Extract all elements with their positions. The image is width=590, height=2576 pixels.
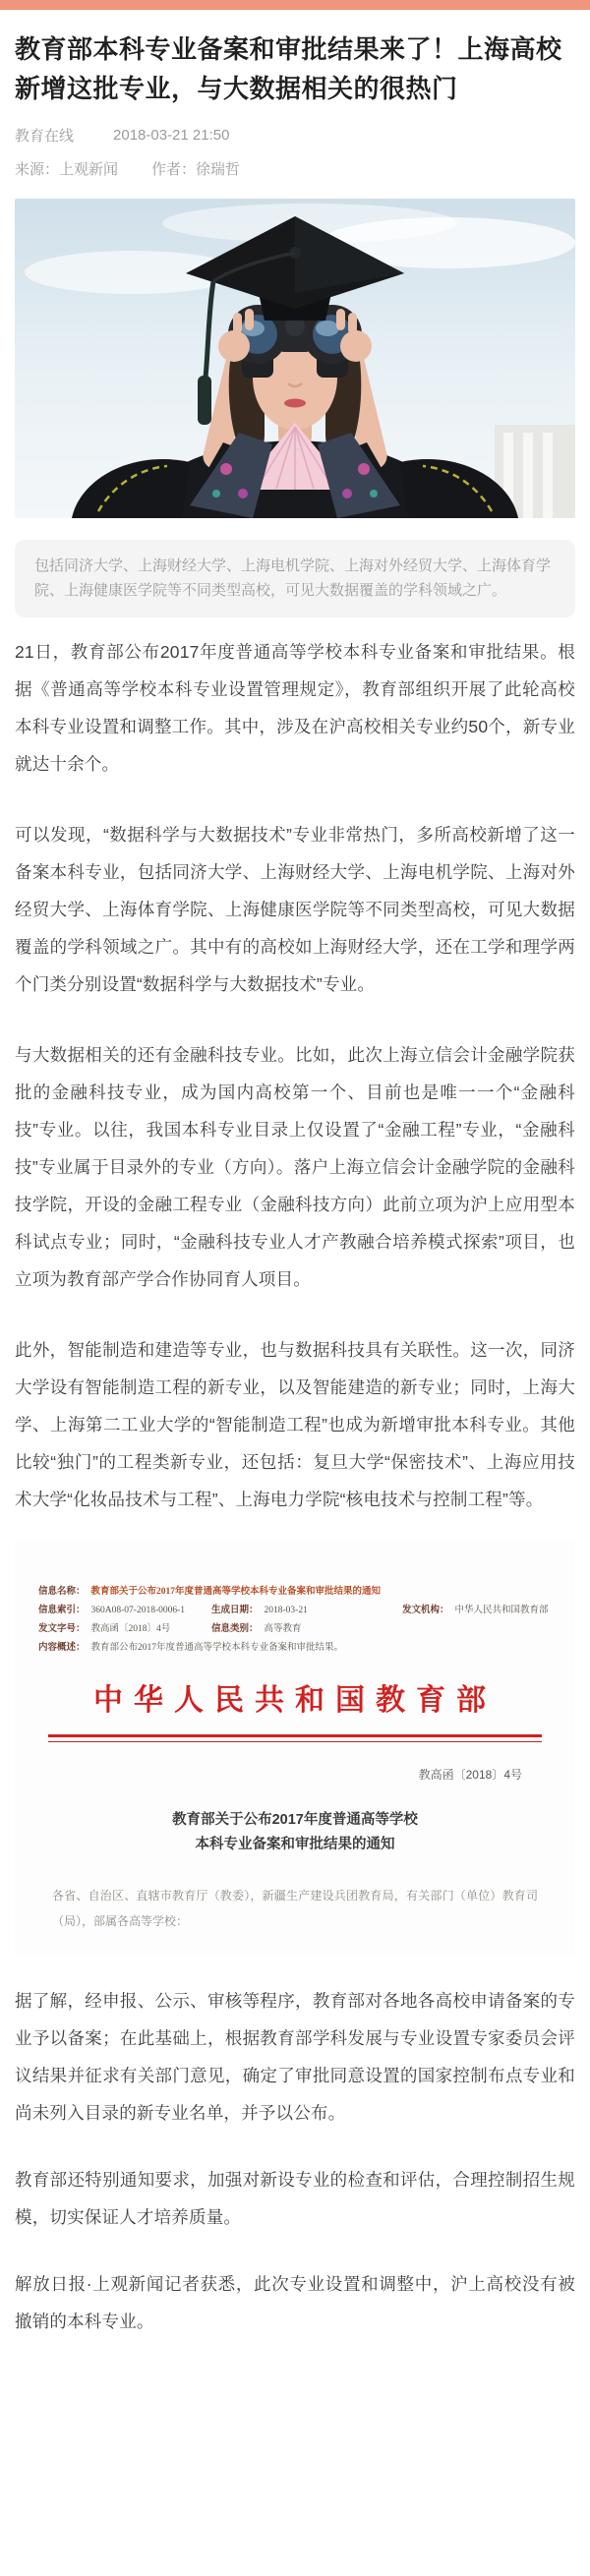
- article-paragraph: 据了解，经申报、公示、审核等程序，教育部对各地各高校申请备案的专业予以备案；在此基础上，根据教育部学科发展与专业设置专家委员会评议结果并征求有关部门意见，确定了审批同意设置的国家控制布点专业和尚未列入目录的新专业名单，并予以公布。: [15, 1991, 575, 2124]
- article-paragraph: 解放日报·上观新闻记者获悉，此次专业设置和调整中，沪上高校没有被撤销的本科专业。: [15, 2274, 575, 2332]
- notice-addressees: 各省、自治区、直辖市教育厅（教委），新疆生产建设兵团教育局，有关部门（单位）教育司（局），部属各高等学校：: [52, 1889, 538, 1929]
- article-paragraph: 与大数据相关的还有金融科技专业。比如，此次上海立信会计金融学院获批的金融科技专业，成为国内高校第一个、目前也是唯一一个“金融科技”专业。以往，我国本科专业目录上仅设置了“金融工程”专业，“金融科技”专业属于目录外的专业（方向）。落户上海立信会计金融学院的金融科技学院，开设的金融工程专业（金融科技方向）此前立项为沪上应用型本科试点专业；同时，“金融科技专业人才产教融合培养模式探索”项目，也立项为教育部产学合作协同育人项目。: [15, 1045, 575, 1290]
- article-paragraph: 此外，智能制造和建造等专业，也与数据科技具有关联性。这一次，同济大学设有智能制造工程的新专业，以及智能建造的新专业；同时，上海大学、上海第二工业大学的“智能制造工程”也成为新增审批本科专业。其他比较“独门”的工程类新专业，还包括：复旦大学“保密技术”、上海应用技术大学“化妆品技术与工程”、上海电力学院“核电技术与控制工程”等。: [15, 1340, 575, 1510]
- hero-photo: [15, 199, 575, 518]
- meta-date-label: 生成日期：: [211, 1606, 259, 1616]
- document-meta-row: [38, 1639, 552, 1658]
- meta-agency-value: 中华人民共和国教育部: [454, 1606, 549, 1616]
- document-meta-table: [38, 1583, 552, 1658]
- building-stripe: [543, 433, 553, 518]
- tassel-tuft: [198, 376, 211, 425]
- origin-label: 来源：上观新闻: [15, 160, 119, 178]
- notice-title-line1: 教育部关于公布2017年度普通高等学校: [172, 1812, 418, 1829]
- document-meta-row: [38, 1620, 552, 1639]
- hand-right: [340, 330, 372, 362]
- source-channel: 教育在线: [15, 127, 75, 145]
- author-label: 作者：徐瑞哲: [151, 160, 241, 178]
- meta-docno-label: 发文字号：: [38, 1624, 86, 1635]
- meta-category-label: 信息类别：: [211, 1624, 259, 1635]
- meta-category-value: 高等教育: [264, 1624, 302, 1635]
- fingers-left: [233, 313, 242, 334]
- document-number: 教高函〔2018〕4号: [418, 1768, 522, 1783]
- hand-left: [218, 330, 250, 362]
- notice-title-line2: 本科专业备案和审批结果的通知: [195, 1836, 395, 1852]
- publish-time: 2018-03-21 21:50: [113, 126, 230, 144]
- meta-index-value: 360A08-07-2018-0006-1: [90, 1606, 186, 1616]
- notice-title: [38, 1808, 552, 1856]
- lips: [284, 398, 306, 407]
- document-meta-row: [38, 1602, 552, 1620]
- photo-caption: 包括同济大学、上海财经大学、上海电机学院、上海对外经贸大学、上海体育学院、上海健康医学院等不同类型高校，可见大数据覆盖的学科领域之广。: [15, 540, 575, 618]
- meta-name-value: 教育部关于公布2017年度普通高等学校本科专业备案和审批结果的通知: [90, 1587, 382, 1598]
- meta-agency-label: 发文机构：: [402, 1606, 449, 1616]
- article-paragraph: 教育部还特别通知要求，加强对新设专业的检查和评估，合理控制招生规模，切实保证人才培养质量。: [15, 2170, 575, 2228]
- page-accent-bar: [0, 0, 590, 10]
- fingers-right: [336, 309, 345, 330]
- letterhead-divider: [48, 1734, 542, 1742]
- building-stripe: [523, 433, 533, 518]
- article-paragraph: 21日，教育部公布2017年度普通高等学校本科专业备案和审批结果。根据《普通高等学校本科专业设置管理规定》，教育部组织开展了此轮高校本科专业设置和调整工作。其中，涉及在沪高校相关专业约50个，新专业就达十余个。: [15, 642, 575, 775]
- meta-docno-value: 教高函〔2018〕4号: [90, 1624, 171, 1635]
- fingers-left: [245, 309, 254, 330]
- meta-summary-label: 内容概述：: [38, 1643, 86, 1654]
- article-meta-row: [15, 125, 575, 146]
- meta-index-label: 信息索引：: [38, 1606, 86, 1616]
- meta-date-value: 2018-03-21: [264, 1606, 308, 1616]
- lens-highlight-right: [316, 321, 339, 336]
- official-document-image: [15, 1542, 575, 1955]
- meta-summary-value: 教育部公布2017年度普通高等学校本科专业备案和审批结果。: [90, 1643, 344, 1654]
- fingers-right: [348, 313, 357, 334]
- ministry-letterhead: 中华人民共和国教育部: [93, 1684, 497, 1718]
- article-paragraph: 可以发现，“数据科学与大数据技术”专业非常热门，多所高校新增了这一备案本科专业，包括同济大学、上海财经大学、上海电机学院、上海对外经贸大学、上海体育学院、上海健康医学院等不同类型高校，可见大数据覆盖的学科领域之广。其中有的高校如上海财经大学，还在工学和理学两个门类分别设置“数据科学与大数据技术”专业。: [15, 825, 575, 995]
- article-page: [0, 29, 590, 2340]
- graduate-binoculars-illustration: [15, 199, 575, 518]
- page-title: 教育部本科专业备案和审批结果来了！上海高校新增这批专业，与大数据相关的很热门: [15, 34, 562, 104]
- document-meta-row: [38, 1583, 552, 1602]
- article-source-row: [15, 158, 575, 179]
- meta-name-label: 信息名称：: [38, 1587, 86, 1598]
